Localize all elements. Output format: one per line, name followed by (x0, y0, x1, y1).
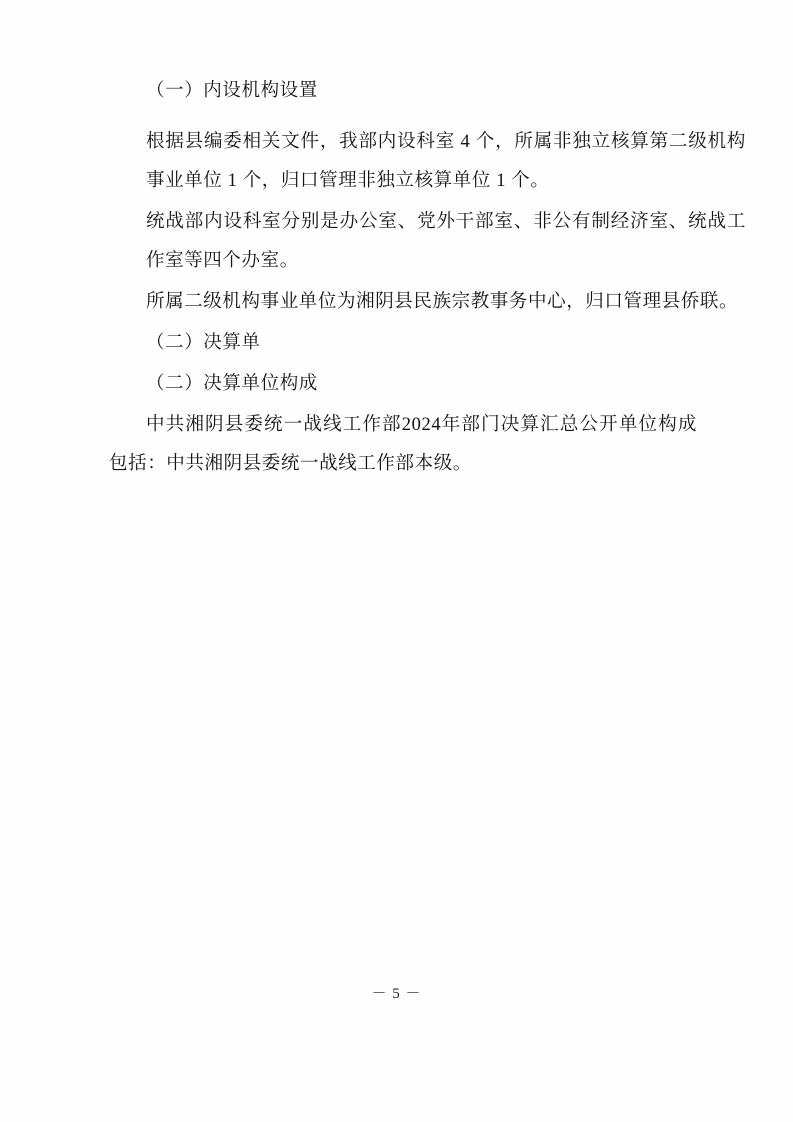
page-number-footer: － 5 － (371, 986, 422, 1002)
body-internal-org-2: 统战部内设科室分别是办公室、党外干部室、非公有制经济室、统战工作室等四个办室。 (146, 212, 746, 271)
document-body (97, 72, 746, 484)
heading-internal-org: （一）内设机构设置 (146, 81, 318, 101)
body-final-accounts-units: 中共湘阴县委统一战线工作部2024年部门决算汇总公开单位构成包括：中共湘阴县委统一战线工作部本级。 (109, 415, 697, 474)
heading-final-accounts: （二）决算单 (146, 333, 261, 353)
body-internal-org-3: 所属二级机构事业单位为湘阴县民族宗教事务中心，归口管理县侨联。 (146, 292, 739, 312)
heading-final-accounts-units: （二）决算单位构成 (146, 374, 318, 394)
body-internal-org-1: 根据县编委相关文件，我部内设科室 4 个，所属非独立核算第二级机构事业单位 1 个，归口管理非独立核算单位 1 个。 (146, 132, 746, 191)
